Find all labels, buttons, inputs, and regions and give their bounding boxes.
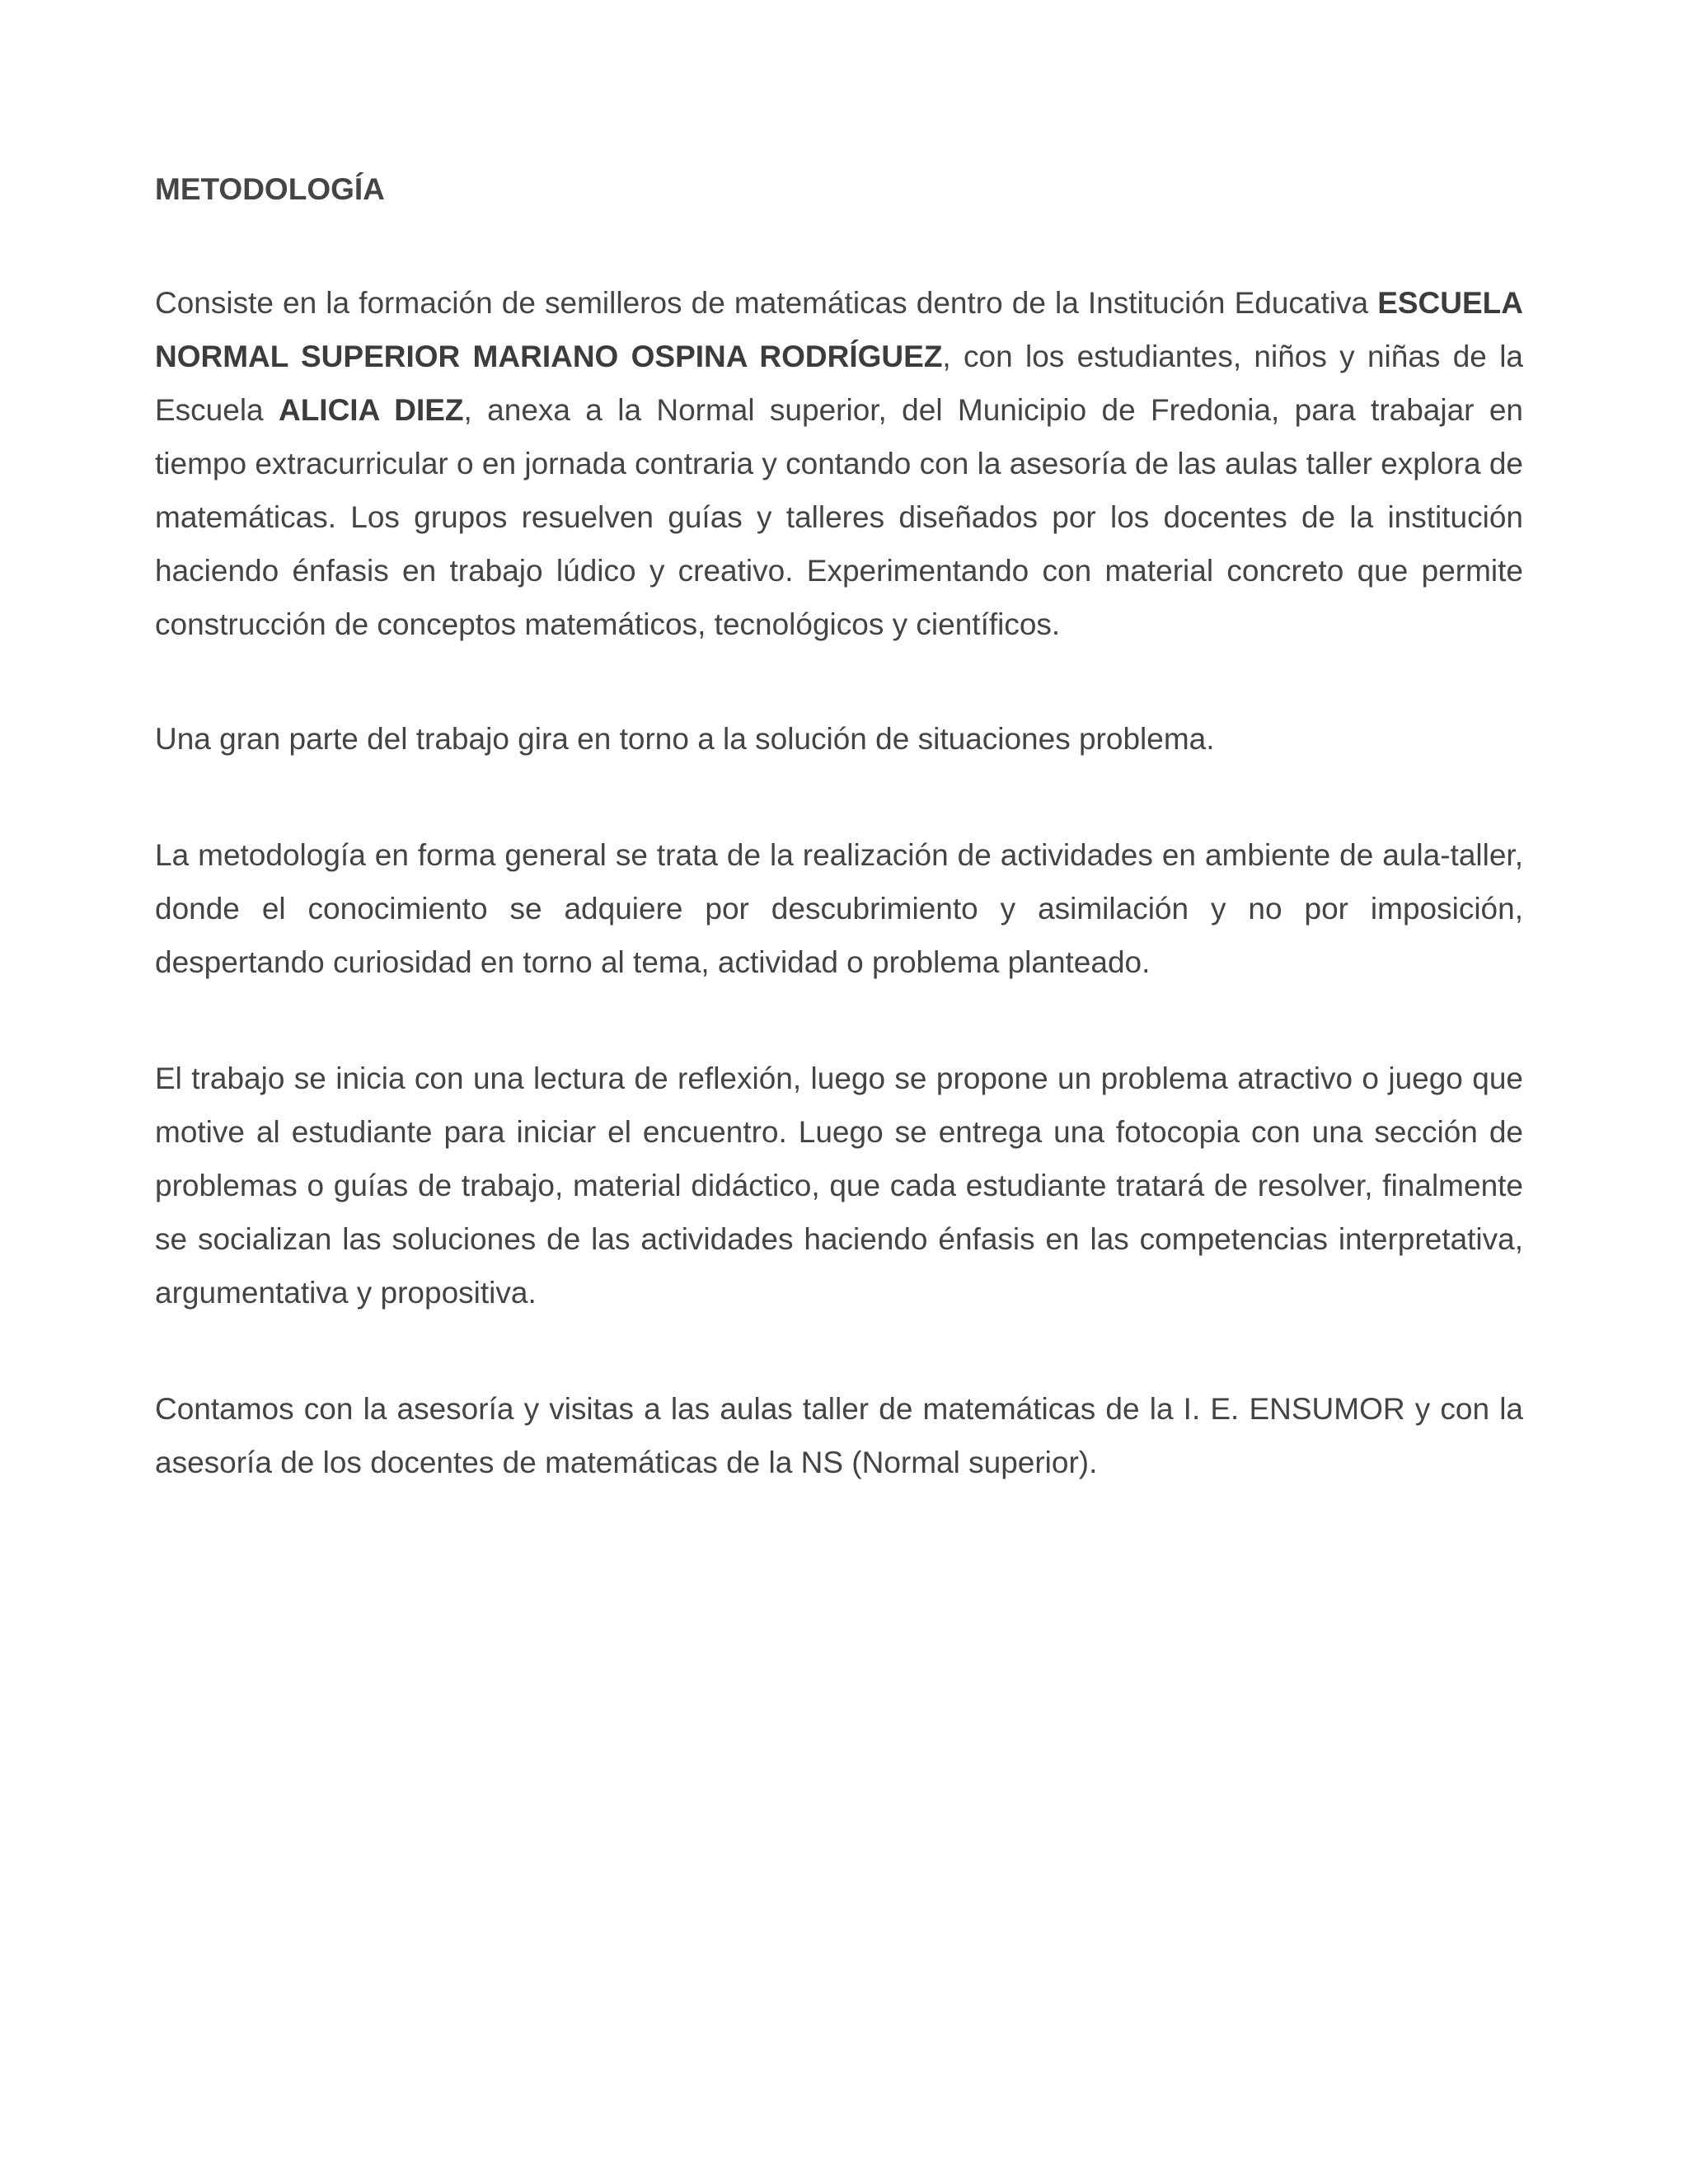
paragraph-2: Una gran parte del trabajo gira en torno a la solución de situaciones problema. <box>155 722 1215 756</box>
paragraph-3: La metodología en forma general se trata de la realización de actividades en ambiente de aula-taller, donde el conocimiento se adquiere por descubrimiento y asimilación y no por imposición, despertando curiosidad en torno al tema, actividad o problema planteado. <box>155 838 1523 979</box>
paragraph-4: El trabajo se inicia con una lectura de reflexión, luego se propone un problema atractivo o juego que motive al estudiante para iniciar el encuentro. Luego se entrega una fotocopia con una sección de problemas o guías de trabajo, material didáctico, que cada estudiante tratará de resolver, finalmente se socializan las soluciones de las actividades haciendo énfasis en las competencias interpretativa, argumentativa y propositiva. <box>155 1062 1523 1310</box>
paragraph-5: Contamos con la asesoría y visitas a las aulas taller de matemáticas de la I. E. ENSUMOR y con la asesoría de los docentes de matemáticas de la NS (Normal superior). <box>155 1392 1523 1479</box>
section-heading: METODOLOGÍA <box>155 172 385 206</box>
paragraph-1 <box>155 276 1523 651</box>
school-annex-name-bold: ALICIA DIEZ <box>278 393 464 427</box>
paragraph-1-text-a: Consiste en la formación de semilleros de matemáticas dentro de la Institución Educativa <box>155 286 1378 320</box>
paragraph-1-text-b: , con los estudiantes, niños y niñas de la Escuela <box>155 340 1523 427</box>
document-page <box>155 161 1523 1489</box>
school-name-bold: ESCUELA NORMAL SUPERIOR MARIANO OSPINA RODRÍGUEZ <box>155 286 1523 373</box>
paragraph-1-text-c: , anexa a la Normal superior, del Municipio de Fredonia, para trabajar en tiempo extracurricular o en jornada contraria y contando con la asesoría de las aulas taller explora de matemáticas. Los grupos resuelven guías y talleres diseñados por los docentes de la institución haciendo énfasis en trabajo lúdico y creativo. Experimentando con material concreto que permite construcción de conceptos matemáticos, tecnológicos y científicos. <box>155 393 1523 641</box>
